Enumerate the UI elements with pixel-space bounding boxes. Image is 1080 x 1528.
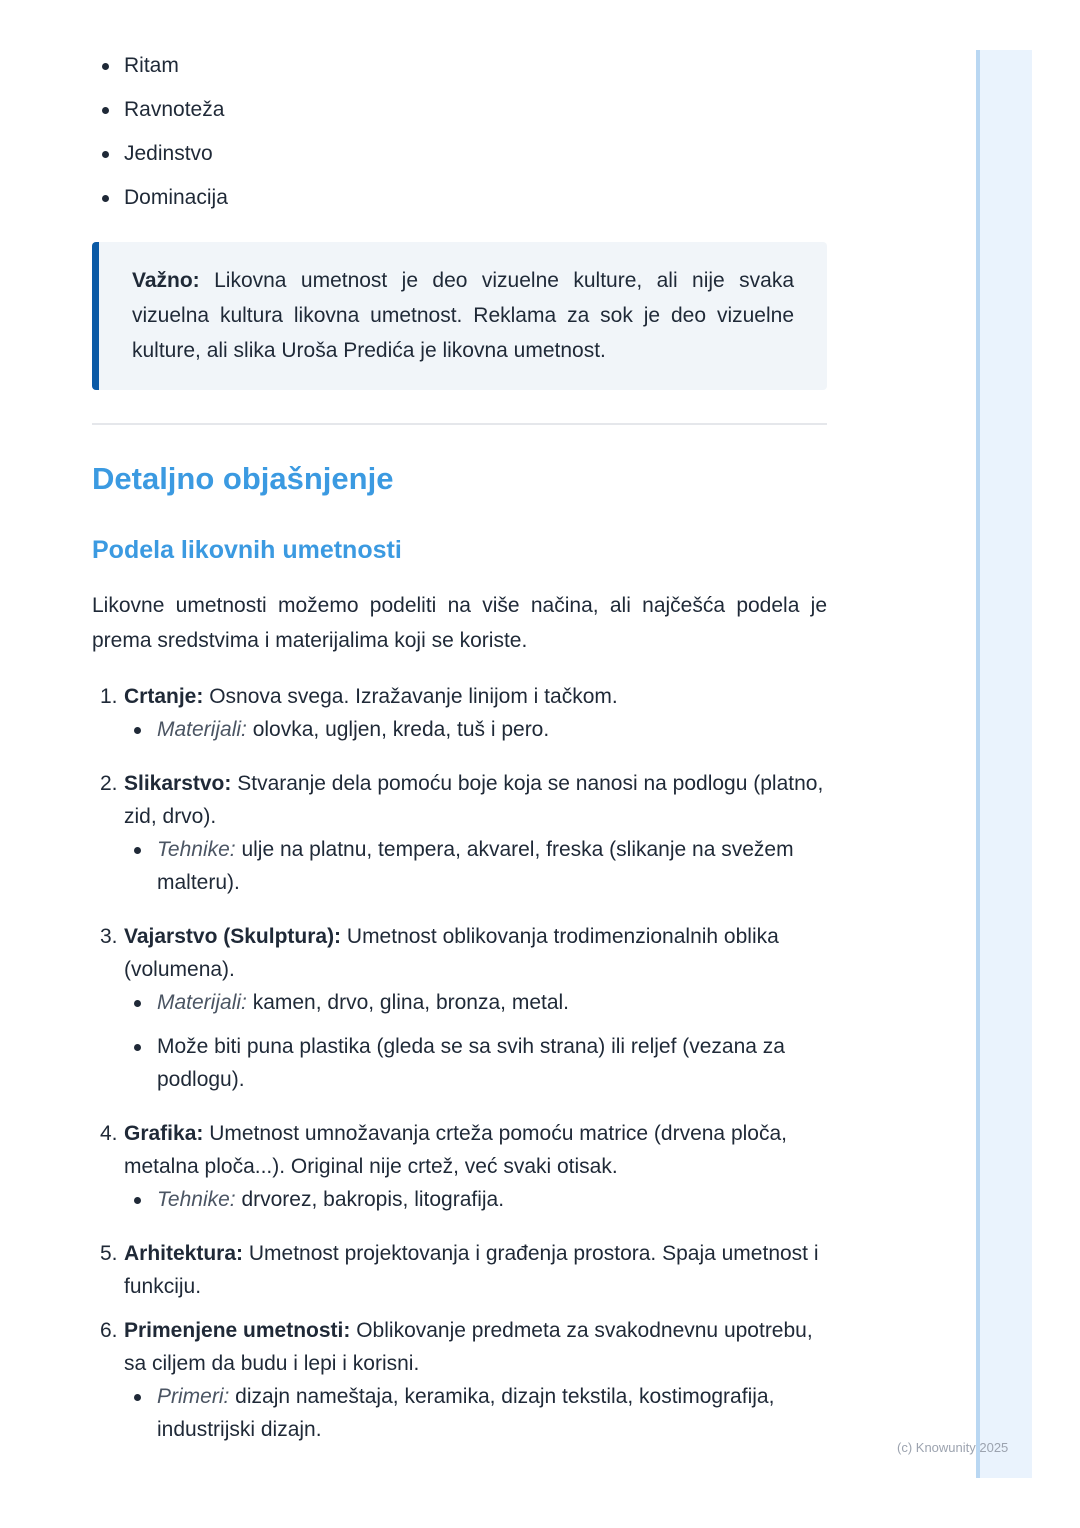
sub-item-text: kamen, drvo, glina, bronza, metal. xyxy=(246,991,570,1014)
sub-item xyxy=(124,833,827,899)
item-number: 3. xyxy=(100,925,118,948)
sub-item-text: olovka, ugljen, kreda, tuš i pero. xyxy=(246,718,550,741)
list-item-grafika xyxy=(92,1117,827,1216)
item-title: Crtanje: xyxy=(124,685,204,708)
list-item-arhitektura xyxy=(92,1237,827,1303)
callout-text: Likovna umetnost je deo vizuelne kulture, ali nije svaka vizuelna kultura likovna umetnost. Reklama za sok je deo vizuelne kulture, ali slika Uroša Predića je likovna umetnost. xyxy=(132,269,794,362)
list-item: Jedinstvo xyxy=(92,132,827,176)
sub-item-label: Primeri: xyxy=(157,1385,230,1408)
sub-list xyxy=(124,833,827,899)
list-item-crtanje xyxy=(92,680,827,746)
copyright-footer: (c) Knowunity 2025 xyxy=(897,1440,1009,1455)
sub-item-text: dizajn nameštaja, keramika, dizajn tekstila, kostimografija, industrijski dizajn. xyxy=(157,1385,775,1441)
sub-item xyxy=(124,713,827,746)
sub-item-label: Tehnike: xyxy=(157,838,236,861)
item-text: Oblikovanje predmeta za svakodnevnu upotrebu, sa ciljem da budu i lepi i korisni. xyxy=(124,1319,813,1375)
sub-list xyxy=(124,713,827,746)
item-text: Stvaranje dela pomoću boje koja se nanosi na podlogu (platno, zid, drvo). xyxy=(124,772,824,828)
item-number: 4. xyxy=(100,1122,118,1145)
sub-list xyxy=(124,986,827,1096)
item-title: Arhitektura: xyxy=(124,1242,244,1265)
item-text: Umetnost projektovanja i građenja prostora. Spaja umetnost i funkciju. xyxy=(124,1242,819,1298)
item-text: Umetnost umnožavanja crteža pomoću matrice (drvena ploča, metalna ploča...). Original nije crtež, već svaki otisak. xyxy=(124,1122,787,1178)
callout-label: Važno: xyxy=(132,269,200,292)
item-title: Primenjene umetnosti: xyxy=(124,1319,351,1342)
side-panel xyxy=(976,50,1032,1478)
list-item: Ritam xyxy=(92,44,827,88)
important-callout xyxy=(92,242,827,390)
list-item-slikarstvo xyxy=(92,767,827,899)
sub-item-text: Može biti puna plastika (gleda se sa svih strana) ili reljef (vezana za podlogu). xyxy=(157,1035,785,1091)
document-content xyxy=(92,44,827,1467)
list-item: Dominacija xyxy=(92,176,827,220)
item-text: Osnova svega. Izražavanje linijom i tačkom. xyxy=(203,685,618,708)
list-item-primenjene xyxy=(92,1314,827,1446)
sub-item xyxy=(124,1030,827,1096)
intro-paragraph: Likovne umetnosti možemo podeliti na više načina, ali najčešća podela je prema sredstvima i materijalima koji se koriste. xyxy=(92,594,827,652)
sub-list xyxy=(124,1183,827,1216)
section-divider xyxy=(92,423,827,425)
item-number: 6. xyxy=(100,1319,118,1342)
item-number: 2. xyxy=(100,772,118,795)
sub-item-label: Materijali: xyxy=(157,991,247,1014)
sub-item-label: Tehnike: xyxy=(157,1188,236,1211)
list-item-vajarstvo xyxy=(92,920,827,1096)
sub-list xyxy=(124,1380,827,1446)
sub-item xyxy=(124,1183,827,1216)
item-text: Umetnost oblikovanja trodimenzionalnih oblika (volumena). xyxy=(124,925,779,981)
section-heading: Detaljno objašnjenje xyxy=(92,461,394,496)
section-subheading: Podela likovnih umetnosti xyxy=(92,536,402,564)
art-divisions-list xyxy=(92,680,827,1446)
item-title: Vajarstvo (Skulptura): xyxy=(124,925,342,948)
item-title: Slikarstvo: xyxy=(124,772,232,795)
list-item: Ravnoteža xyxy=(92,88,827,132)
sub-item xyxy=(124,986,827,1019)
sub-item-text: ulje na platnu, tempera, akvarel, freska (slikanje na svežem malteru). xyxy=(157,838,794,894)
sub-item-label: Materijali: xyxy=(157,718,247,741)
item-number: 1. xyxy=(100,685,118,708)
item-title: Grafika: xyxy=(124,1122,204,1145)
principles-list xyxy=(92,44,827,220)
sub-item-text: drvorez, bakropis, litografija. xyxy=(235,1188,505,1211)
item-number: 5. xyxy=(100,1242,118,1265)
sub-item xyxy=(124,1380,827,1446)
